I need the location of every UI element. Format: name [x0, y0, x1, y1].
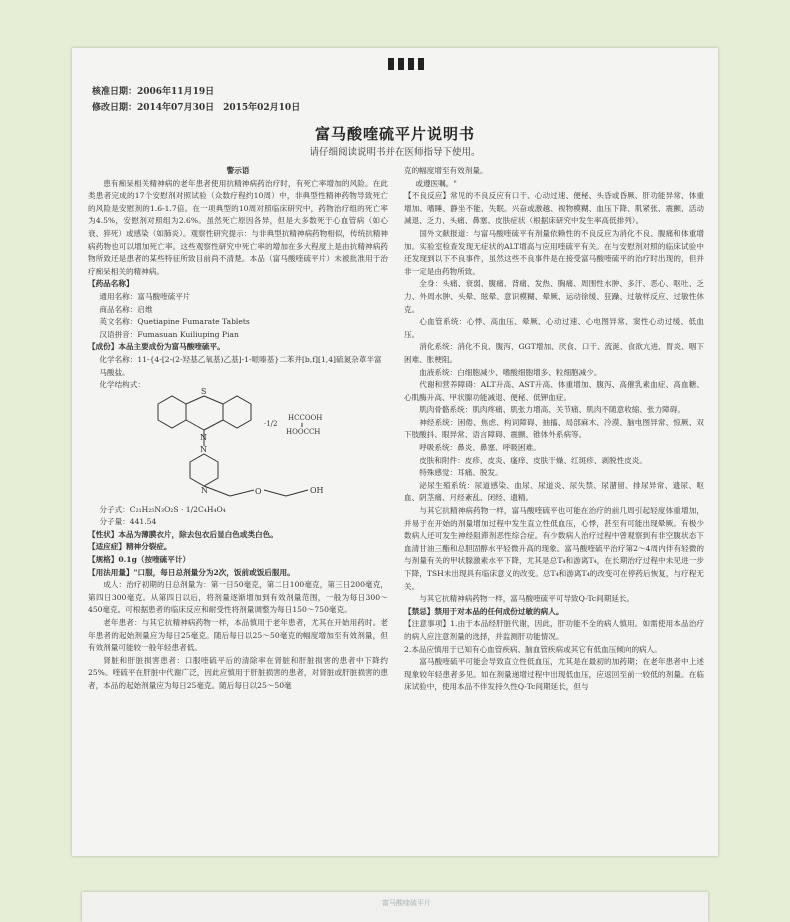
- fumarate-top: HCCOOH: [288, 413, 323, 422]
- dosage-adults: 成人：治疗初期的日总剂量为：第一日50毫克，第二日100毫克，第三日200毫克，第四日300毫克。从第四日以后，将剂量逐渐增加到有效剂量范围，一般为每日300～450毫克。可根据患者的临床反应和耐受性将剂量调整为每日150～750毫克。: [88, 580, 388, 615]
- right-column: [404, 165, 704, 694]
- second-sheet-text: 富马酸喹硫平片: [382, 899, 431, 907]
- caution-2: 2.本品应慎用于已知有心血管疾病、脑血管疾病或其它有低血压倾向的病人。: [404, 644, 662, 654]
- structure-diagram: [88, 386, 388, 504]
- approval-date: 核准日期：2006年11月19日: [92, 87, 215, 97]
- adverse-senses: 特殊感觉：耳痛、脱发。: [419, 468, 503, 478]
- hydroxyl-label: OH: [310, 485, 324, 495]
- dosage-renal: 肾脏和肝脏损害患者：口服喹硫平后的清除率在肾脏和肝脏损害的患者中下降约25%。喹硫平在肝脏中代谢广泛，因此应慎用于肝脏损害的患者，对肾脏或肝脏损害的患者，本品的起始剂量应为每日25毫克。随后每日以25～50毫: [88, 655, 388, 690]
- molecular-formula: 分子式：C₂₁H₂₅N₃O₂S · 1/2C₄H₄O₄: [99, 504, 226, 514]
- adverse-musculo: 肌肉骨骼系统：肌肉疼痛、肌张力增高、关节痛、肌肉不随意收缩、张力障碍。: [419, 405, 685, 415]
- n-label-2: N: [200, 444, 207, 454]
- english-name: 英文名称：Quetiapine Fumarate Tablets: [99, 317, 250, 327]
- dosage-elderly: 老年患者：与其它抗精神病药物一样，本品慎用于老年患者，尤其在开始用药时。老年患者的起始剂量应为每日25毫克。随后每日以25～50毫克的幅度增加至有效剂量，但有效剂量可能较一般年轻患者低。: [88, 618, 388, 653]
- adverse-metabolic: 代谢和营养障碍：ALT升高、AST升高、体重增加、腹泻、高催乳素血症、高血糖、心肌酶升高、甲状腺功能减退、便秘、低钾血症。: [404, 380, 704, 402]
- date-block: [92, 84, 300, 116]
- o-label: O: [255, 486, 262, 496]
- pinyin-name: 汉语拼音：Fumasuan Kuiliuping Pian: [99, 329, 239, 339]
- properties: 【性状】本品为薄膜衣片，除去包衣后显白色或类白色。: [88, 529, 278, 539]
- warning-title: 警示语: [226, 166, 250, 175]
- adverse-other: 与其它抗精神病药物一样，富马酸喹硫平也可能在治疗的前几周引起轻度体重增加，并易于在开始的剂量增加过程中发生直立性低血压，心悸，甚至有可能出现晕厥。有极少数病人还可发生神经阻滞剂恶性综合症。有少数病人治疗过程中曾观察到有非空腹状态下血清甘油三酯和总胆固醇水平轻微升高的现象。富马酸喹硫平治疗第2～4周内伴有轻微的与剂量有关的甲状腺激素水平下降，尤其是总T₄和游离T₄，在长期治疗过程中未见进一步下降，TSH未出现具有临床意义的改变。总T₄和游离T₄的改变可在停药后恢复，与疗程无关。: [404, 506, 704, 591]
- dosage-continued: 克的幅度增至有效剂量。: [404, 166, 488, 175]
- adverse-cardio: 心血管系统：心悸、高血压、晕厥、心动过速、心电图异常、窦性心动过缓、低血压。: [404, 317, 704, 339]
- adverse-skin: 皮肤和附件：皮疹、皮炎、瘙痒、皮肤干燥、红斑疹、剥脱性皮炎。: [419, 455, 647, 465]
- generic-name: 通用名称：富马酸喹硫平片: [99, 291, 191, 301]
- specification: 【规格】0.1g（按喹硫平计）: [88, 555, 191, 565]
- leaflet-page: [72, 48, 718, 856]
- adverse-foreign: 国外文献报道：与富马酸喹硫平有剂量依赖性的不良反应为消化不良、腹痛和体重增加。实验室检查发现无症状的ALT增高与应用喹硫平有关。在与安慰剂对照的临床试验中还发现到以下不良事件，虽然这些不良事件是在接受富马酸喹硫平的治疗时出现的，但并非一定是由药物所致。: [404, 228, 704, 276]
- registration-marks: [388, 58, 424, 70]
- adverse-respiratory: 呼吸系统：鼻炎、鼻塞、呼吸困难。: [419, 443, 541, 453]
- dosage-heading: 【用法用量】"口服，每日总剂量分为2次，饭前或饭后服用。: [88, 567, 295, 577]
- chemical-structure: [88, 386, 388, 504]
- s-label: S: [201, 386, 207, 396]
- trade-name: 商品名称：启维: [99, 304, 153, 314]
- indications: 【适应症】精神分裂症。: [88, 542, 172, 552]
- adverse-blood: 血液系统：白细胞减少、嗜酸细胞增多、粒细胞减少。: [419, 367, 602, 377]
- adverse-other-2: 与其它抗精神病药物一样，富马酸喹硫平可导致Q-Tc间期延长。: [419, 594, 635, 604]
- left-column: [88, 165, 388, 693]
- adverse-reactions: 【不良反应】常见的不良反应有口干、心动过速、便秘、头昏或昏厥、肝功能异常、体重增加、嗜睡、静坐不能、失眠。兴奋或激越、视物模糊、血压下降、肌紧张、震颤、活动减退、乏力、头痛、鼻塞、皮肤症状（根据床研究中发生率高低排列）。: [404, 191, 704, 226]
- fumarate-half: ·1/2: [264, 419, 278, 428]
- fumarate-bottom: HOOCCH: [286, 427, 321, 436]
- adverse-urogenital: 泌尿生殖系统：尿道感染、血尿、尿道炎、尿失禁、尿潴留、排尿异常、遗尿、呕血、阴茎痛、月经紊乱、闭经、遗精。: [404, 480, 704, 503]
- warning-text: 患有痴呆相关精神病的老年患者使用抗精神病药治疗时，有死亡率增加的风险。在此类患者完成的17个安慰剂对照试验（众数疗程约10周）中，非典型性精神药物导致死亡的风险是安慰剂的1.6-1.7倍。在一项典型的10周对照临床研究中，药物治疗组的死亡率为4.5%，安慰剂对照组为2.6%。虽然死亡原因各异，但是大多数死于心血管病（如心衰、猝死）或感染（如肺炎）。观察性研究提示：与非典型抗精神病药物相似，传统抗精神病药物也可以增加死亡率。这些观察性研究中死亡率的增加在多大程度上是由抗精神病药物所致还是患者的某些特征所致目前尚不清楚。本品（富马酸喹硫平片）未被批准用于治疗痴呆相关的精神病。: [88, 178, 388, 276]
- adverse-digestive: 消化系统：消化不良、腹泻、GGT增加、厌食、口干、流涎、食欲亢进、胃炎、咽下困难、胀梗阻。: [404, 342, 704, 364]
- contraindications: 【禁忌】禁用于对本品的任何成份过敏的病人。: [404, 606, 564, 616]
- dosage-continued-2: 或遵医嘱。": [415, 178, 457, 188]
- composition: 【成份】本品主要成份为富马酸喹硫平。: [88, 342, 225, 352]
- chemical-name: 化学名称：11-{4-[2-(2-羟基乙氧基)乙基]-1-哌嗪基}二苯并[b,f][1,4]硫氮杂䓬半富马酸盐。: [99, 354, 382, 377]
- revision-date: 修改日期：2014年07月30日 2015年02月10日: [92, 103, 301, 113]
- n-label-1: N: [200, 432, 207, 442]
- caution-1: 【注意事项】1.由于本品经肝脏代谢，因此，肝功能不全的病人慎用。如需使用本品治疗的病人应注意剂量的选择，并监测肝功能情况。: [404, 619, 704, 641]
- adverse-general: 全身：头痛、衰弱、腹痛、背痛、发热、胸痛、周围性水肿、多汗、恶心、呕吐、乏力、外周水肿、头晕、眩晕、意识模糊、晕厥、运动徐缓、狂躁、过敏样反应、过敏性休克。: [404, 279, 704, 314]
- document-subtitle: 请仔细阅读说明书并在医师指导下使用。: [309, 147, 481, 158]
- caution-3: 富马酸喹硫平可能会导致直立性低血压，尤其是在最初的加药期；在老年患者中上述现象较年轻患者多见。如在剂量递增过程中出现低血压，应返回至前一较低的剂量。在临床试验中，使用本品不伴发持久性Q-Tc间期延长，但与: [404, 657, 704, 692]
- document-title: 富马酸喹硫平片说明书: [314, 125, 475, 143]
- drug-name-heading: 【药品名称】: [88, 279, 134, 289]
- molecular-weight: 分子量：441.54: [99, 517, 157, 527]
- second-leaflet-page: [82, 892, 708, 922]
- adverse-nervous: 神经系统：困倦、焦虑、构词障碍、抽搐、局部麻木、冷漠、脑电图异常、惊厥、双下肢酸抖、眼异常、语言障碍、震颤、锥体外系病等。: [404, 417, 704, 440]
- n-label-3: N: [201, 485, 208, 495]
- structure-label: 化学结构式：: [99, 380, 145, 390]
